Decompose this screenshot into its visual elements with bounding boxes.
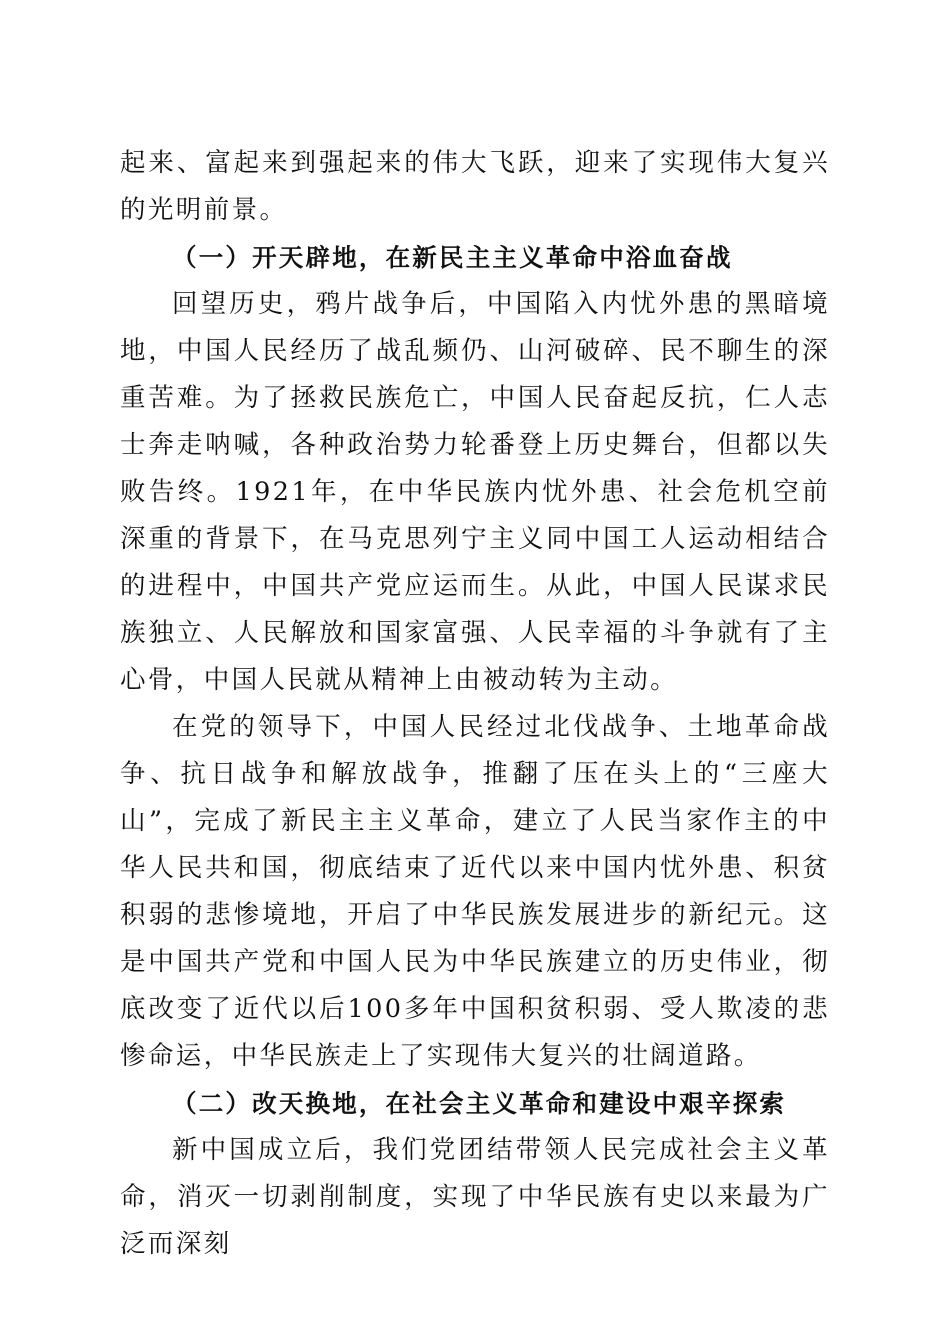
section-heading-1: （一）开天辟地，在新民主主义革命中浴血奋战 — [172, 243, 733, 272]
section-heading-2: （二）改天换地，在社会主义革命和建设中艰辛探索 — [172, 1089, 787, 1118]
paragraph-new-china: 新中国成立后，我们党团结带领人民完成社会主义革命，消灭一切剥削制度，实现了中华民族有史以来最为广泛而深刻 — [120, 1135, 830, 1259]
paragraph-continuation: 起来、富起来到强起来的伟大飞跃，迎来了实现伟大复兴的光明前景。 — [120, 148, 830, 225]
document-body — [120, 140, 830, 1268]
paragraph-party-leadership: 在党的领导下，中国人民经过北伐战争、土地革命战争、抗日战争和解放战争，推翻了压在头上的“三座大山”，完成了新民主主义革命，建立了人民当家作主的中华人民共和国，彻底结束了近代以来中国内忧外患、积贫积弱的悲惨境地，开启了中华民族发展进步的新纪元。这是中国共产党和中国人民为中华民族建立的历史伟业，彻底改变了近代以后100多年中国积贫积弱、受人欺凌的悲惨命运，中华民族走上了实现伟大复兴的壮阔道路。 — [120, 712, 830, 1071]
paragraph-history-review: 回望历史，鸦片战争后，中国陷入内忧外患的黑暗境地，中国人民经历了战乱频仍、山河破碎、民不聊生的深重苦难。为了拯救民族危亡，中国人民奋起反抗，仁人志士奔走呐喊，各种政治势力轮番登上历史舞台，但都以失败告终。1921年，在中华民族内忧外患、社会危机空前深重的背景下，在马克思列宁主义同中国工人运动相结合的进程中，中国共产党应运而生。从此，中国人民谋求民族独立、人民解放和国家富强、人民幸福的斗争就有了主心骨，中国人民就从精神上由被动转为主动。 — [120, 289, 830, 695]
